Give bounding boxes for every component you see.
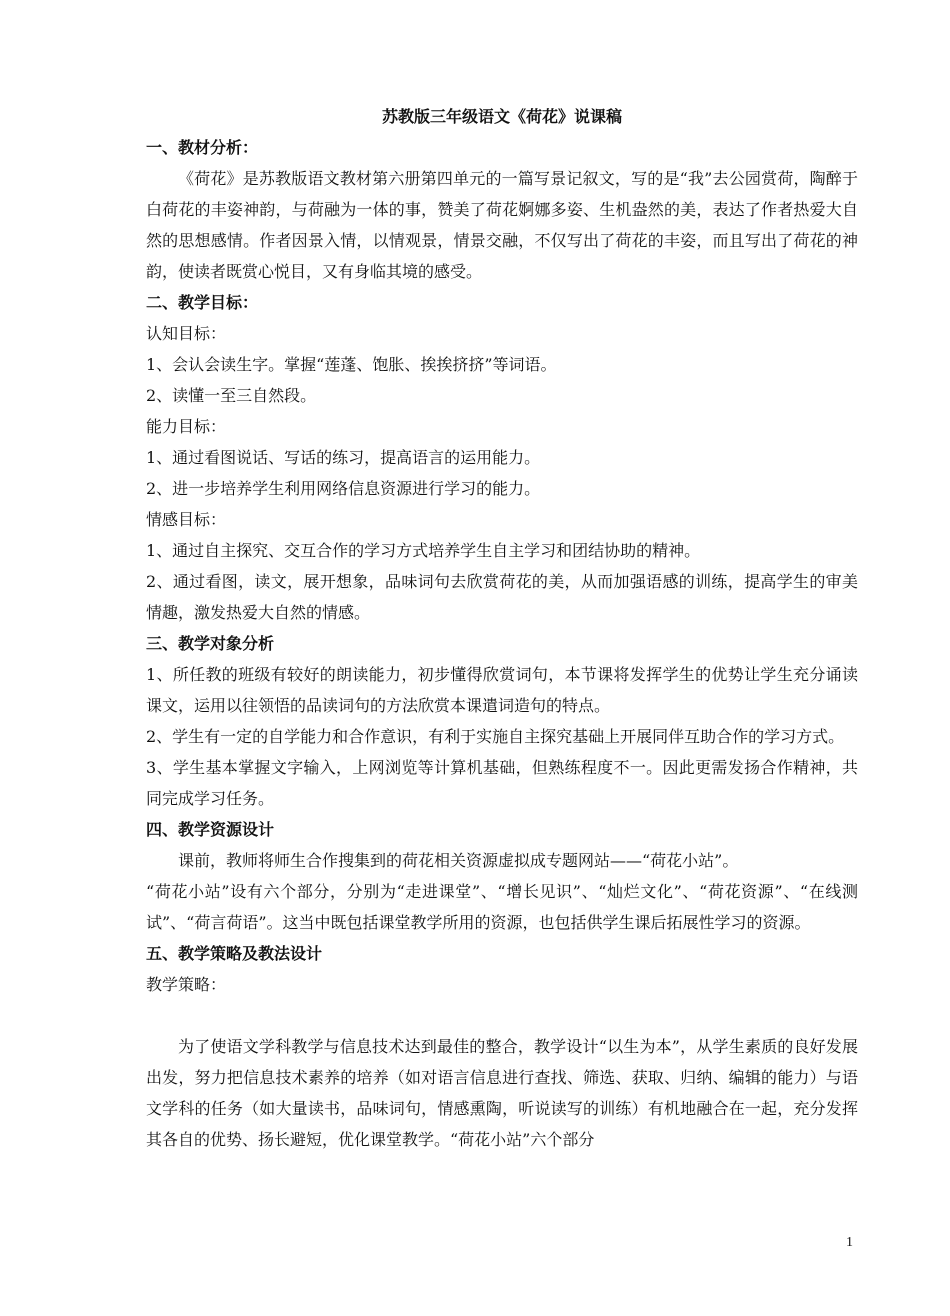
learner-analysis-1: 1、所任教的班级有较好的朗读能力，初步懂得欣赏词句，本节课将发挥学生的优势让学生充分诵读课文，运用以往领悟的品读词句的方法欣赏本课遣词造句的特点。 [146, 665, 858, 715]
emotion-goals-label: 情感目标： [146, 510, 227, 529]
emotion-goal-1: 1、通过自主探究、交互合作的学习方式培养学生自主学习和团结协助的精神。 [146, 541, 701, 560]
section-1-paragraph: 《荷花》是苏教版语文教材第六册第四单元的一篇写景记叙文，写的是“我”去公园赏荷，陶醉于白荷花的丰姿神韵，与荷融为一体的事，赞美了荷花婀娜多姿、生机盎然的美，表达了作者热爱大自然的思想感情。作者因景入情，以情观景，情景交融，不仅写出了荷花的丰姿，而且写出了荷花的神韵，使读者既赏心悦目，又有身临其境的感受。 [146, 169, 858, 281]
section-heading-2: 二、教学目标： [146, 293, 259, 312]
ability-goals-label: 能力目标： [146, 417, 227, 436]
strategy-label: 教学策略： [146, 975, 227, 994]
ability-goal-1: 1、通过看图说话、写话的练习，提高语言的运用能力。 [146, 448, 541, 467]
resource-paragraph-1: 课前，教师将师生合作搜集到的荷花相关资源虚拟成专题网站——“荷花小站”。 [178, 851, 739, 870]
section-heading-5: 五、教学策略及教法设计 [146, 944, 323, 963]
emotion-goal-2: 2、通过看图，读文，展开想象，品味词句去欣赏荷花的美，从而加强语感的训练，提高学生的审美情趣，激发热爱大自然的情感。 [146, 572, 858, 622]
learner-analysis-3: 3、学生基本掌握文字输入，上网浏览等计算机基础，但熟练程度不一。因此更需发扬合作精神，共同完成学习任务。 [146, 758, 858, 808]
cognitive-goal-1: 1、会认会读生字。掌握“莲蓬、饱胀、挨挨挤挤”等词语。 [146, 355, 557, 374]
section-heading-3: 三、教学对象分析 [146, 634, 275, 653]
section-heading-1: 一、教材分析： [146, 138, 259, 157]
section-heading-4: 四、教学资源设计 [146, 820, 275, 839]
document-title: 苏教版三年级语文《荷花》说课稿 [381, 107, 622, 126]
strategy-paragraph: 为了使语文学科教学与信息技术达到最佳的整合，教学设计“以生为本”，从学生素质的良好发展出发，努力把信息技术素养的培养（如对语言信息进行查找、筛选、获取、归纳、编辑的能力）与语文学科的任务（如大量读书，品味词句，情感熏陶，听说读写的训练）有机地融合在一起，充分发挥其各自的优势、扬长避短，优化课堂教学。“荷花小站”六个部分 [146, 1037, 858, 1149]
ability-goal-2: 2、进一步培养学生利用网络信息资源进行学习的能力。 [146, 479, 541, 498]
learner-analysis-2: 2、学生有一定的自学能力和合作意识，有利于实施自主探究基础上开展同伴互助合作的学习方式。 [146, 727, 845, 746]
document-body [146, 101, 858, 1155]
cognitive-goals-label: 认知目标： [146, 324, 227, 343]
resource-paragraph-2: “荷花小站”设有六个部分，分别为“走进课堂”、“增长见识”、“灿烂文化”、“荷花资源”、“在线测试”、“荷言荷语”。这当中既包括课堂教学所用的资源，也包括供学生课后拓展性学习的资源。 [146, 882, 858, 932]
blank-line [146, 1000, 858, 1031]
page-number: 1 [846, 1235, 853, 1250]
cognitive-goal-2: 2、读懂一至三自然段。 [146, 386, 317, 405]
